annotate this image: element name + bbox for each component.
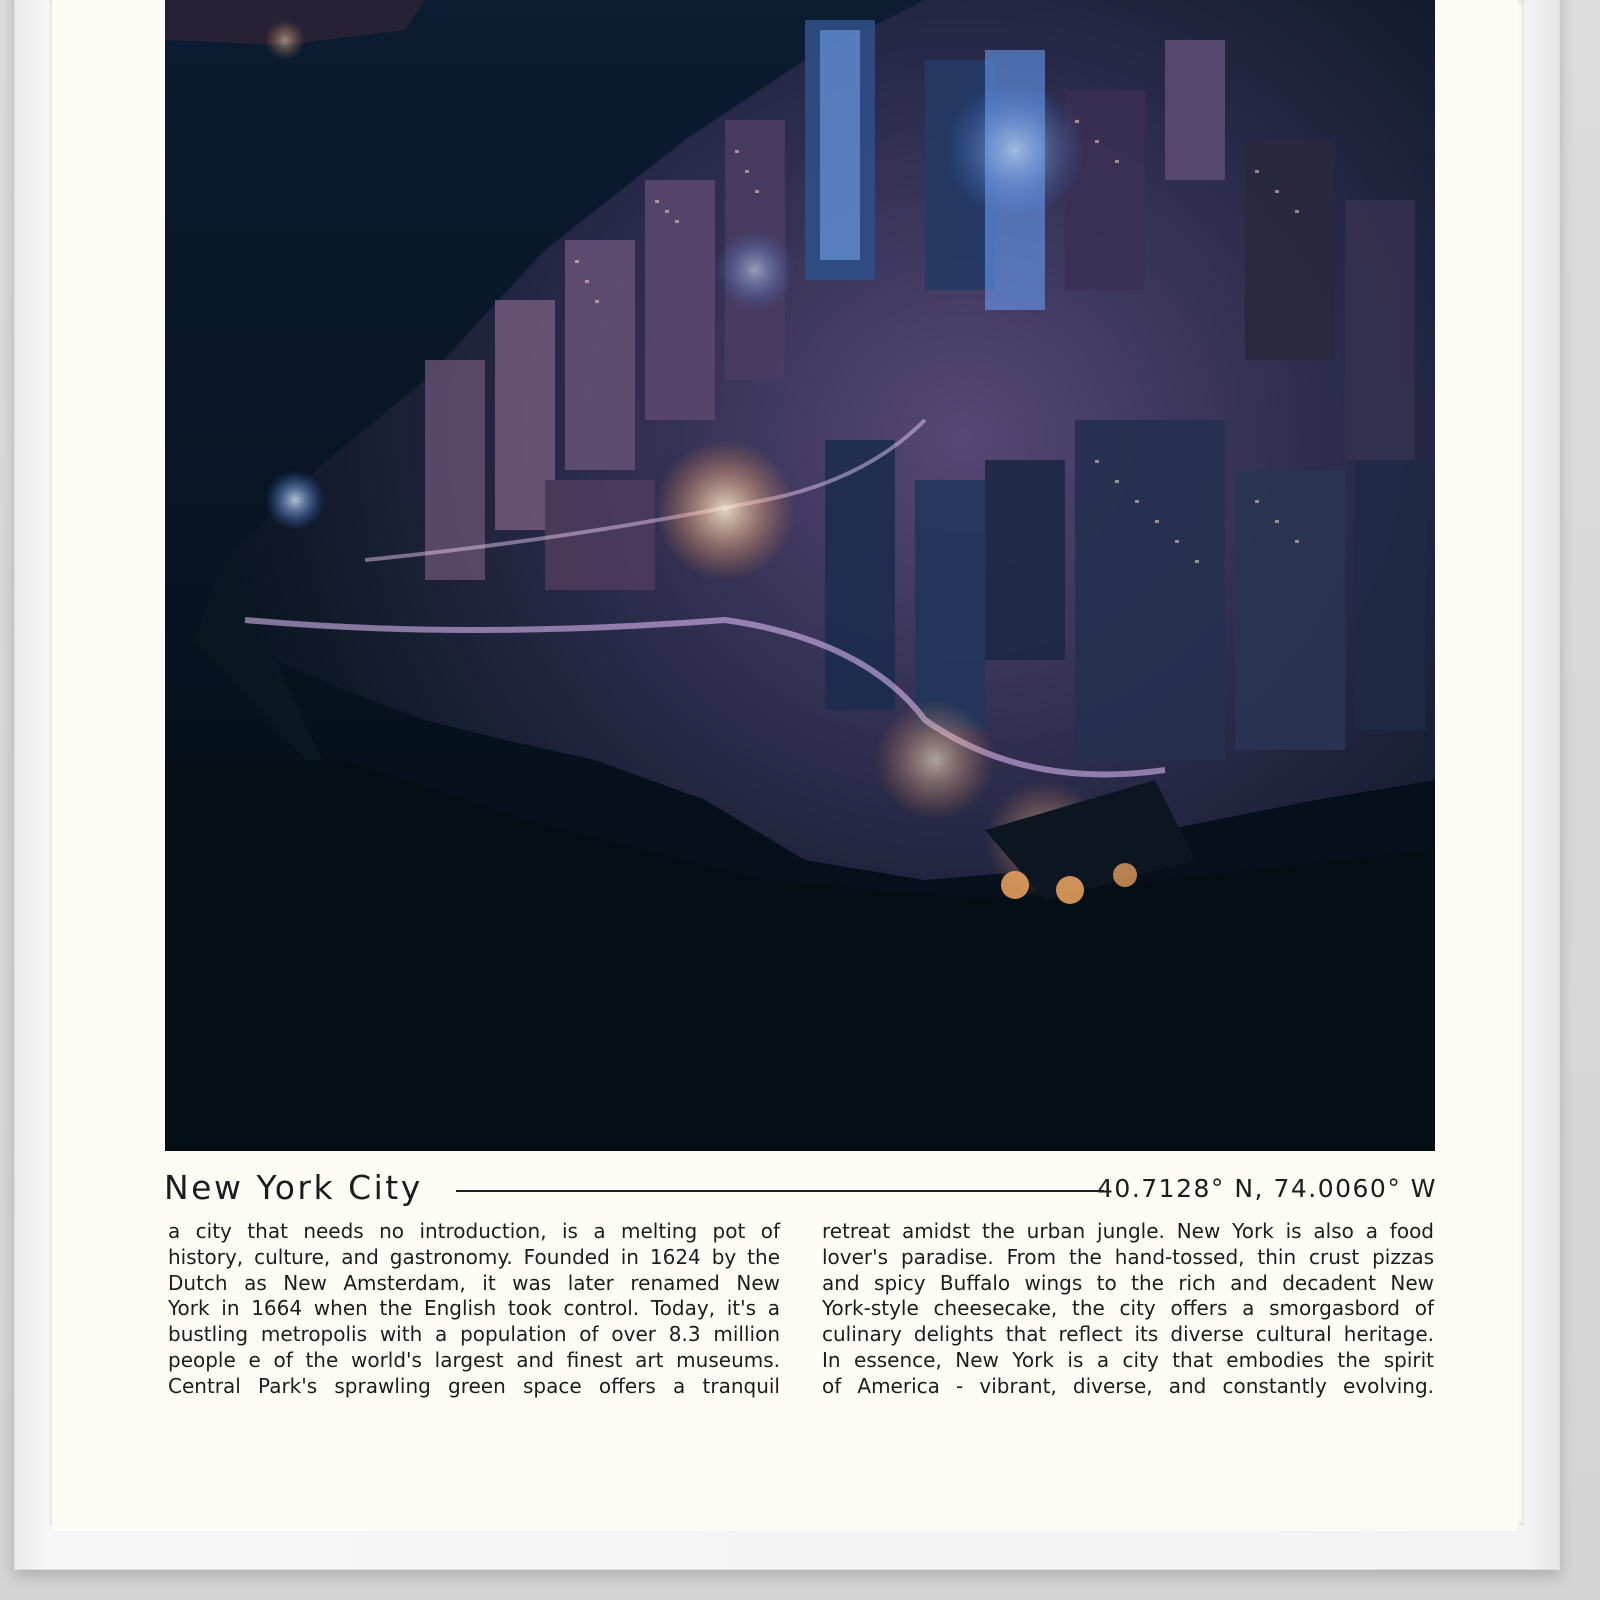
coordinates: 40.7128° N, 74.0060° W — [1097, 1174, 1437, 1203]
description-line: culinary delights that reflect its diverse cultural heritage. — [822, 1322, 1434, 1347]
title-row — [164, 1164, 1437, 1212]
description-line: York in 1664 when the English took control. Today, it's a — [168, 1296, 780, 1321]
manhattan-aerial-illustration — [165, 0, 1435, 1151]
description-line: a city that needs no introduction, is a melting pot of — [168, 1219, 780, 1243]
description-right-column — [822, 1219, 1434, 1400]
description-line: retreat amidst the urban jungle. New York is also a food — [822, 1219, 1434, 1243]
description-line: In essence, New York is a city that embodies the spirit — [822, 1347, 1434, 1372]
description-line: history, culture, and gastronomy. Founded in 1624 by the — [168, 1244, 780, 1269]
description-line: of America - vibrant, diverse, and constantly evolving. — [822, 1373, 1434, 1398]
description-line: York-style cheesecake, the city offers a smorgasbord of — [822, 1296, 1434, 1321]
description-left-column — [168, 1219, 780, 1400]
description-line: people e of the world's largest and finest art museums. — [168, 1347, 780, 1372]
city-title: New York City — [164, 1168, 423, 1207]
description-line: and spicy Buffalo wings to the rich and decadent New — [822, 1270, 1434, 1295]
city-night-photo — [165, 0, 1435, 1151]
description-line: Central Park's sprawling green space offers a tranquil — [168, 1373, 780, 1398]
description-line: bustling metropolis with a population of over 8.3 million — [168, 1322, 780, 1347]
description-line: Dutch as New Amsterdam, it was later renamed New — [168, 1270, 780, 1295]
title-divider-line — [456, 1190, 1104, 1192]
description-line: lover's paradise. From the hand-tossed, thin crust pizzas — [822, 1244, 1434, 1269]
